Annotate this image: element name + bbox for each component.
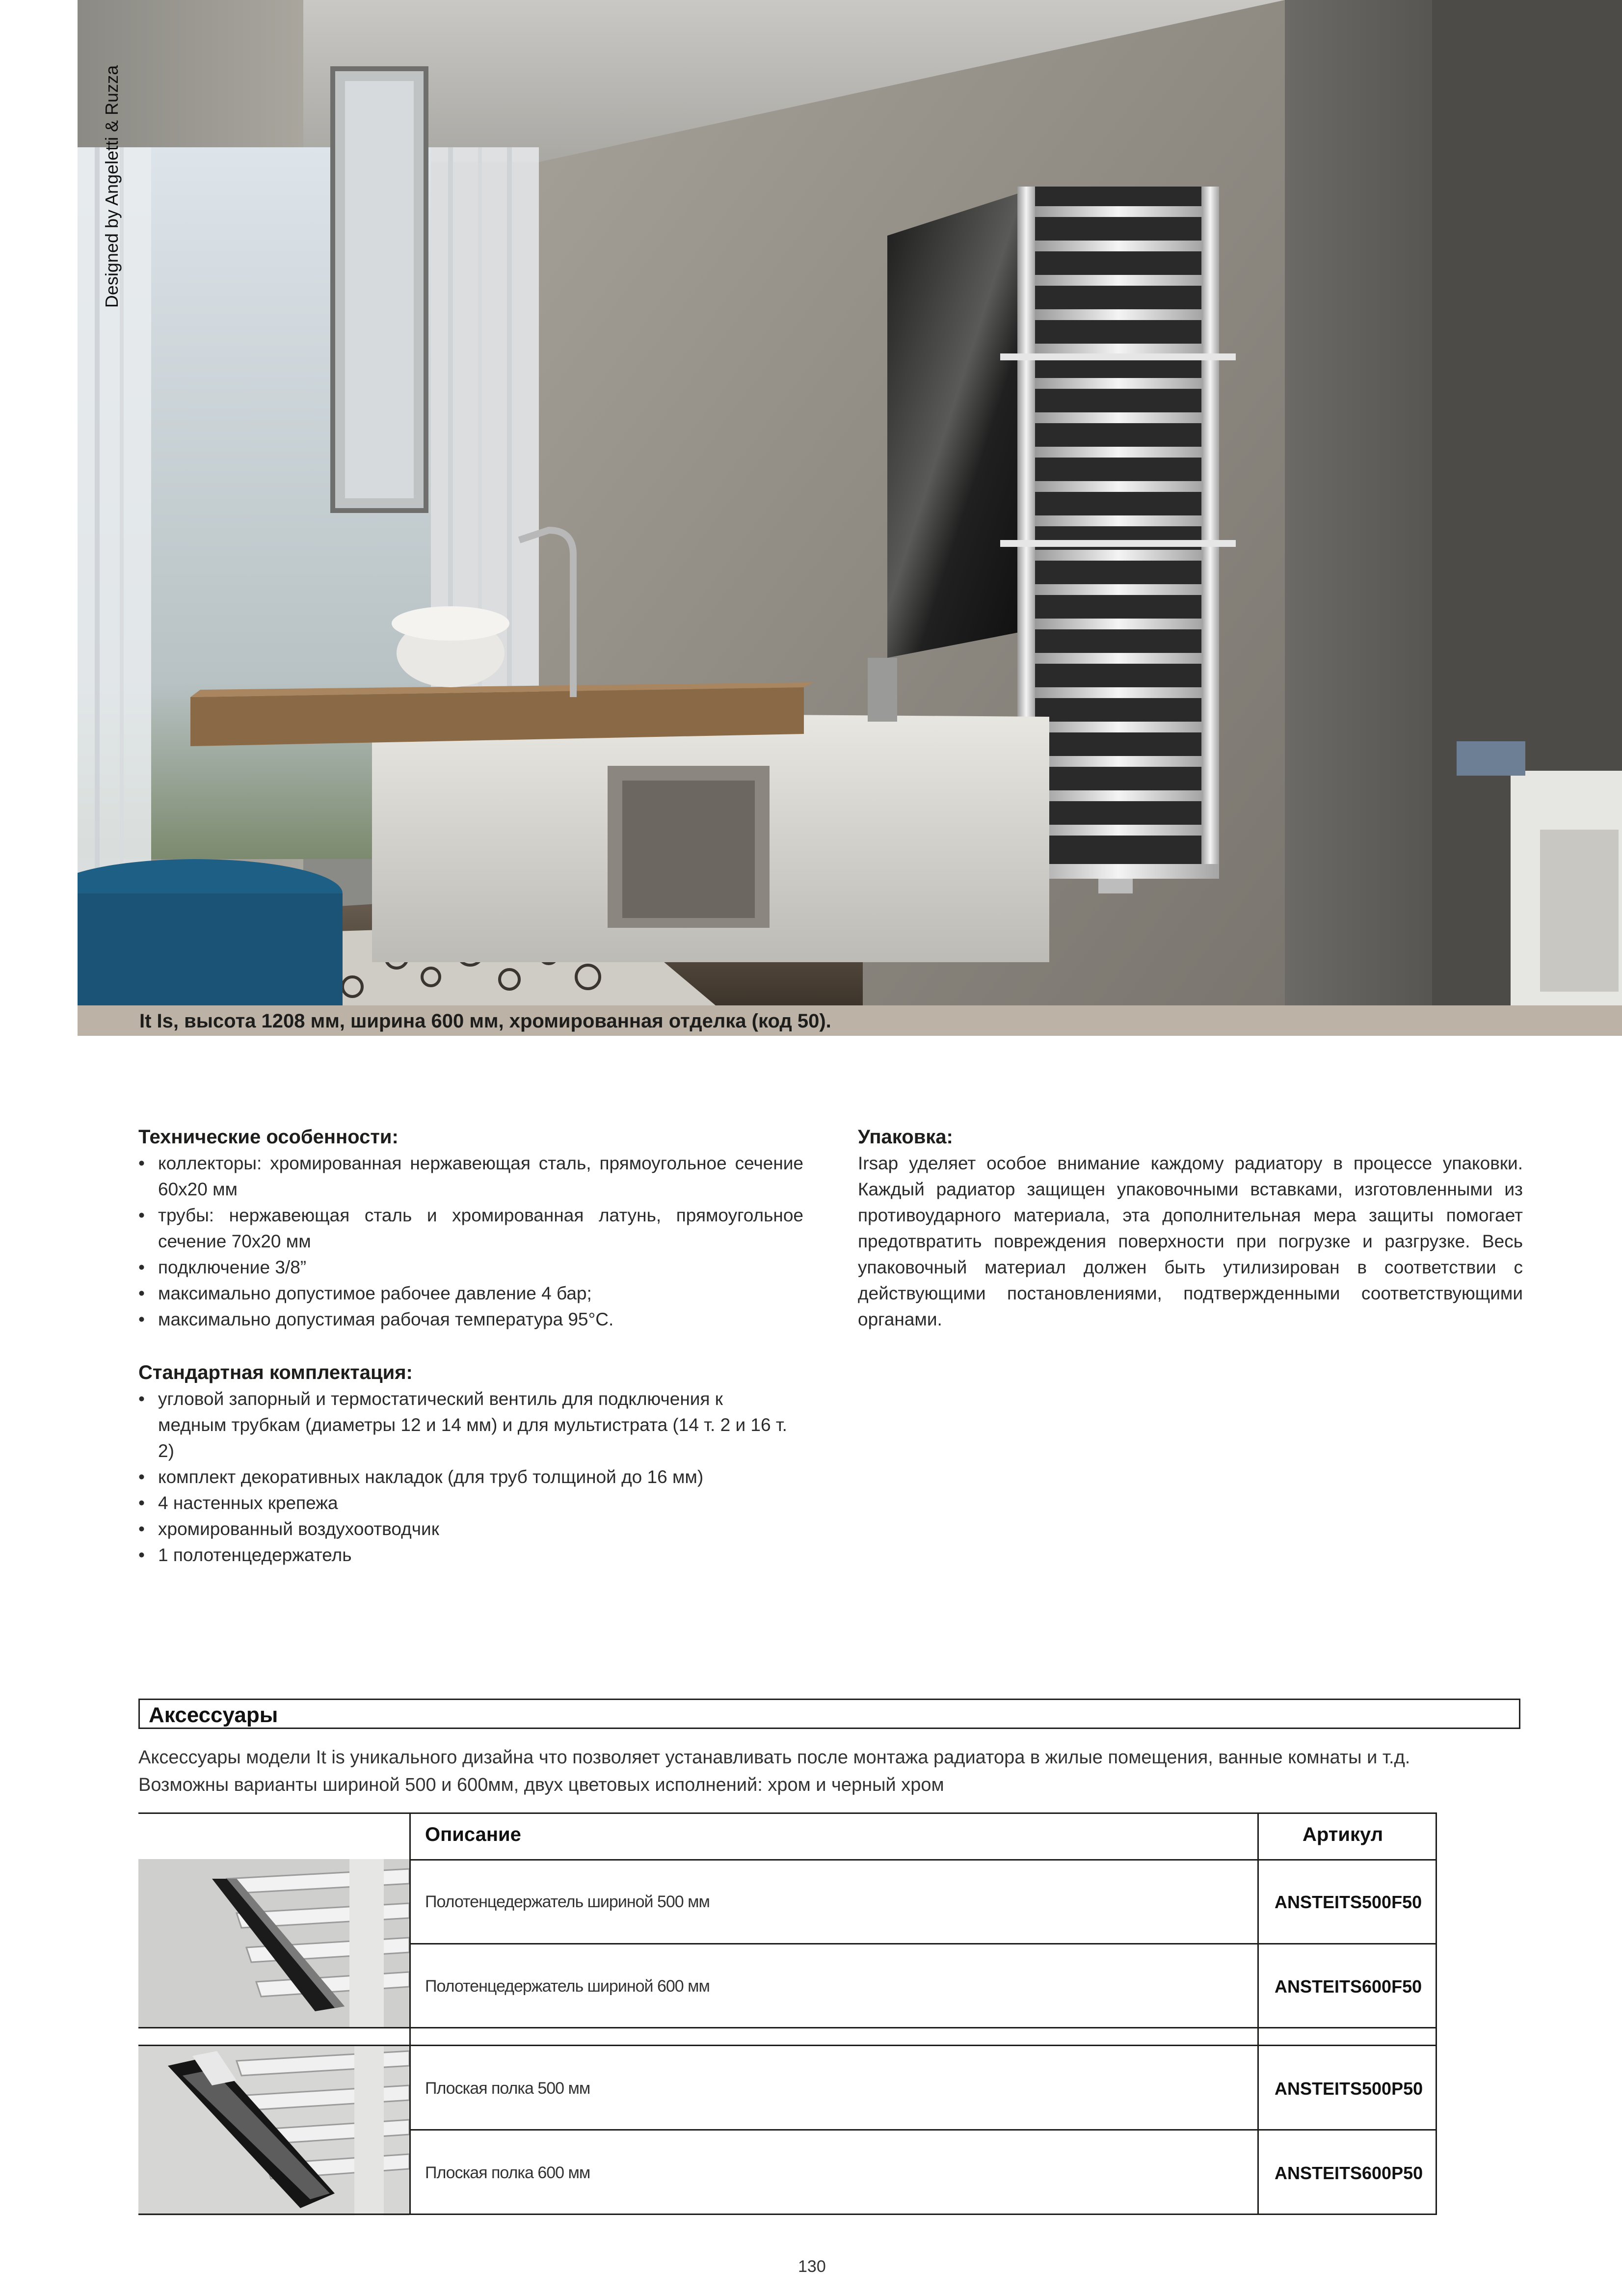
table-rule — [409, 1943, 1437, 1945]
list-item: • 1 полотенцедержатель — [138, 1542, 796, 1568]
table-cell-article: ANSTEITS500F50 — [1275, 1892, 1422, 1912]
table-col-rule — [1257, 1812, 1259, 2215]
hero-photo — [78, 0, 1622, 1005]
table-cell-article: ANSTEITS600F50 — [1275, 1976, 1422, 1997]
standard-kit-title: Стандартная комплектация: — [138, 1362, 413, 1383]
bathroom-scene-illustration — [78, 0, 1622, 1005]
table-col-rule — [409, 1812, 411, 2215]
packaging-text: Irsap уделяет особое внимание каждому радиатору в процессе упаковки. Каждый радиатор защищен упаковочными вставками, изготовленными из противоударного материала, эта дополнительная мера защиты помогает предотвратить повреждения поверхности при погрузке и разгрузке. Весь упаковочный материал должен быть утилизирован в соответствии с действующими постановлениями, подтвержденными соответствующими органами. — [858, 1153, 1523, 1329]
standard-kit-section — [138, 1360, 796, 1568]
towel-rail-thumbnail — [138, 1859, 409, 2028]
photo-caption: It Is, высота 1208 мм, ширина 600 мм, хромированная отделка (код 50). — [139, 1010, 831, 1032]
list-item: • коллекторы: хромированная нержавеющая сталь, прямоугольное сечение 60x20 мм — [138, 1150, 803, 1202]
page-number: 130 — [798, 2257, 826, 2276]
table-cell-description: Плоская полка 600 мм — [425, 2163, 590, 2182]
accessories-desc-line-1: Аксессуары модели It is уникального дизайна что позволяет устанавливать после монтажа радиатора в жилые помещения, ванные комнаты и т.д. — [138, 1747, 1410, 1768]
tech-features-list — [138, 1150, 803, 1332]
accessories-title-box — [138, 1699, 1520, 1729]
table-rule-top — [138, 1812, 1437, 1814]
towel-rail-image — [138, 1859, 409, 2028]
packaging-title: Упаковка: — [858, 1126, 953, 1148]
list-item: • хромированный воздухоотводчик — [138, 1516, 796, 1542]
standard-kit-list — [138, 1386, 796, 1568]
packaging-section — [858, 1124, 1523, 1332]
accessories-description — [138, 1744, 1527, 1799]
table-header-description: Описание — [425, 1824, 521, 1845]
list-item: • трубы: нержавеющая сталь и хромированная латунь, прямоугольное сечение 70x20 мм — [138, 1202, 803, 1254]
table-cell-article: ANSTEITS600P50 — [1275, 2163, 1423, 2183]
table-rule-header — [409, 1859, 1437, 1861]
list-item: • угловой запорный и термостатический вентиль для подключения к медным трубкам (диаметры 12 и 14 мм) и для мультистрата (14 т. 2 и 16 т. 2) — [138, 1386, 796, 1464]
list-item: • подключение 3/8” — [138, 1254, 803, 1280]
table-cell-description: Плоская полка 500 мм — [425, 2079, 590, 2098]
table-rule — [409, 2129, 1437, 2131]
table-col-rule — [1436, 1812, 1437, 2215]
designer-credit-text: Designed by Angeletti & Ruzza — [102, 65, 122, 308]
flat-shelf-image — [138, 2046, 409, 2215]
accessories-title: Аксессуары — [149, 1703, 278, 1727]
tech-features-section — [138, 1124, 803, 1332]
table-cell-article: ANSTEITS500P50 — [1275, 2079, 1423, 2099]
table-header-article: Артикул — [1303, 1824, 1383, 1845]
flat-shelf-thumbnail — [138, 2046, 409, 2215]
list-item: • максимально допустимое рабочее давление 4 бар; — [138, 1280, 803, 1306]
table-cell-description: Полотенцедержатель шириной 600 мм — [425, 1977, 710, 1996]
table-cell-description: Полотенцедержатель шириной 500 мм — [425, 1892, 710, 1911]
list-item: • комплект декоративных накладок (для труб толщиной до 16 мм) — [138, 1464, 796, 1490]
table-rule — [138, 2045, 1437, 2046]
tech-features-title: Технические особенности: — [138, 1126, 399, 1148]
table-rule — [138, 2027, 1437, 2028]
list-item: • максимально допустимая рабочая температура 95°C. — [138, 1306, 803, 1332]
table-rule-bottom — [138, 2214, 1437, 2215]
accessories-table — [138, 1812, 1437, 2215]
list-item: • 4 настенных крепежа — [138, 1490, 796, 1516]
designer-credit — [82, 0, 141, 373]
accessories-desc-line-2: Возможны варианты шириной 500 и 600мм, двух цветовых исполнений: хром и черный хром — [138, 1775, 944, 1795]
photo-caption-bar — [78, 1005, 1622, 1036]
